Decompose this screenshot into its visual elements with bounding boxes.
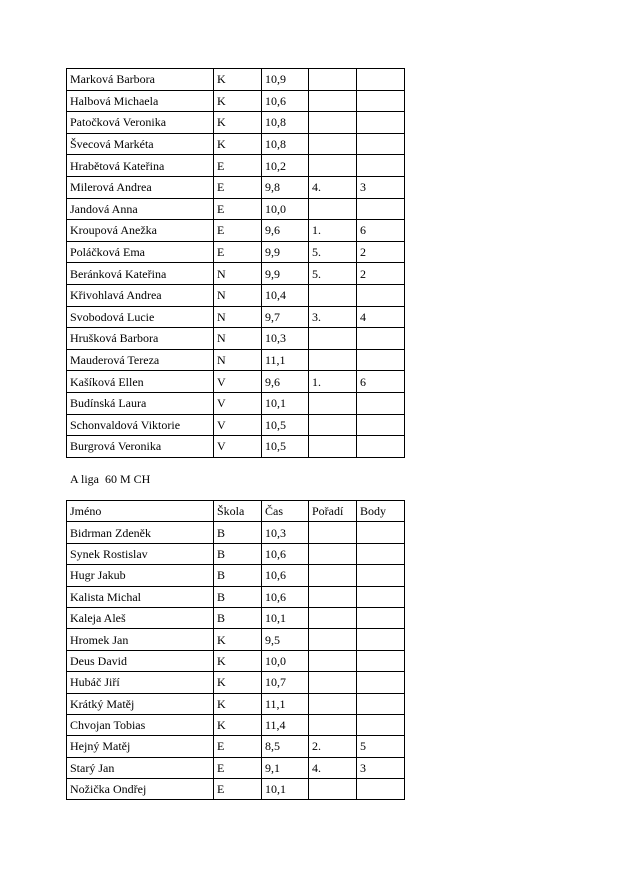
school-cell: V <box>214 436 262 458</box>
school-cell: E <box>214 736 262 757</box>
school-cell: N <box>214 284 262 306</box>
name-cell: Deus David <box>67 650 214 671</box>
school-cell: E <box>214 241 262 263</box>
school-cell: B <box>214 522 262 543</box>
name-cell: Bidrman Zdeněk <box>67 522 214 543</box>
table-row <box>67 522 405 543</box>
rank-cell <box>309 543 357 564</box>
school-cell: B <box>214 543 262 564</box>
time-cell: 9,5 <box>262 629 309 650</box>
time-cell: 11,1 <box>262 693 309 714</box>
section-heading: A liga 60 M CH <box>70 472 151 486</box>
table-row <box>67 736 405 757</box>
points-cell <box>357 714 405 735</box>
points-cell <box>357 586 405 607</box>
rank-cell <box>309 779 357 800</box>
school-cell: K <box>214 69 262 91</box>
rank-cell <box>309 349 357 371</box>
school-cell: K <box>214 629 262 650</box>
time-cell: 9,6 <box>262 220 309 242</box>
time-cell: 9,7 <box>262 306 309 328</box>
table-row <box>67 220 405 242</box>
table-row <box>67 607 405 628</box>
school-cell: N <box>214 349 262 371</box>
name-cell: Hubáč Jiří <box>67 672 214 693</box>
time-cell: 10,2 <box>262 155 309 177</box>
name-cell: Marková Barbora <box>67 69 214 91</box>
points-cell <box>357 133 405 155</box>
school-cell: K <box>214 112 262 134</box>
rank-cell <box>309 629 357 650</box>
name-cell: Patočková Veronika <box>67 112 214 134</box>
name-cell: Křivohlavá Andrea <box>67 284 214 306</box>
name-cell: Mauderová Tereza <box>67 349 214 371</box>
rank-cell: 2. <box>309 736 357 757</box>
school-cell: V <box>214 371 262 393</box>
rank-cell <box>309 672 357 693</box>
rank-cell <box>309 112 357 134</box>
time-cell: 10,1 <box>262 392 309 414</box>
header-school: Škola <box>214 501 262 522</box>
rank-cell: 4. <box>309 176 357 198</box>
points-cell <box>357 543 405 564</box>
name-cell: Synek Rostislav <box>67 543 214 564</box>
school-cell: V <box>214 392 262 414</box>
table-row <box>67 714 405 735</box>
time-cell: 10,8 <box>262 133 309 155</box>
school-cell: B <box>214 607 262 628</box>
name-cell: Hromek Jan <box>67 629 214 650</box>
table-row <box>67 672 405 693</box>
time-cell: 10,6 <box>262 90 309 112</box>
table-row <box>67 112 405 134</box>
rank-cell: 3. <box>309 306 357 328</box>
table-row <box>67 586 405 607</box>
time-cell: 10,8 <box>262 112 309 134</box>
school-cell: E <box>214 220 262 242</box>
school-cell: E <box>214 198 262 220</box>
table-row <box>67 392 405 414</box>
rank-cell <box>309 414 357 436</box>
school-cell: K <box>214 672 262 693</box>
points-cell <box>357 90 405 112</box>
rank-cell: 1. <box>309 220 357 242</box>
points-cell <box>357 522 405 543</box>
table-row <box>67 543 405 564</box>
time-cell: 9,8 <box>262 176 309 198</box>
table-row <box>67 198 405 220</box>
name-cell: Hugr Jakub <box>67 565 214 586</box>
time-cell: 10,6 <box>262 565 309 586</box>
table-row <box>67 650 405 671</box>
points-cell <box>357 414 405 436</box>
time-cell: 10,7 <box>262 672 309 693</box>
table-row <box>67 757 405 778</box>
name-cell: Švecová Markéta <box>67 133 214 155</box>
school-cell: K <box>214 650 262 671</box>
points-cell: 4 <box>357 306 405 328</box>
rank-cell <box>309 155 357 177</box>
school-cell: V <box>214 414 262 436</box>
school-cell: K <box>214 693 262 714</box>
points-cell: 6 <box>357 220 405 242</box>
rank-cell: 4. <box>309 757 357 778</box>
points-cell <box>357 328 405 350</box>
table-row <box>67 328 405 350</box>
time-cell: 10,0 <box>262 198 309 220</box>
rank-cell <box>309 133 357 155</box>
school-cell: K <box>214 133 262 155</box>
points-cell <box>357 779 405 800</box>
rank-cell <box>309 198 357 220</box>
points-cell: 5 <box>357 736 405 757</box>
header-time: Čas <box>262 501 309 522</box>
table-body <box>67 69 405 458</box>
school-cell: B <box>214 586 262 607</box>
time-cell: 10,6 <box>262 586 309 607</box>
school-cell: E <box>214 757 262 778</box>
points-cell <box>357 672 405 693</box>
table-row <box>67 629 405 650</box>
name-cell: Halbová Michaela <box>67 90 214 112</box>
time-cell: 10,5 <box>262 436 309 458</box>
name-cell: Starý Jan <box>67 757 214 778</box>
points-cell <box>357 112 405 134</box>
rank-cell <box>309 90 357 112</box>
school-cell: E <box>214 176 262 198</box>
school-cell: N <box>214 306 262 328</box>
table-row <box>67 414 405 436</box>
points-cell <box>357 650 405 671</box>
header-points: Body <box>357 501 405 522</box>
table-row <box>67 779 405 800</box>
header-rank: Pořadí <box>309 501 357 522</box>
points-cell <box>357 693 405 714</box>
time-cell: 10,3 <box>262 328 309 350</box>
table-row <box>67 284 405 306</box>
results-table-girls <box>66 68 405 458</box>
points-cell <box>357 198 405 220</box>
name-cell: Poláčková Ema <box>67 241 214 263</box>
name-cell: Kaleja Aleš <box>67 607 214 628</box>
points-cell <box>357 629 405 650</box>
school-cell: K <box>214 714 262 735</box>
name-cell: Hejný Matěj <box>67 736 214 757</box>
time-cell: 10,6 <box>262 543 309 564</box>
school-cell: N <box>214 263 262 285</box>
school-cell: N <box>214 328 262 350</box>
points-cell <box>357 284 405 306</box>
name-cell: Budínská Laura <box>67 392 214 414</box>
name-cell: Schonvaldová Viktorie <box>67 414 214 436</box>
rank-cell <box>309 69 357 91</box>
time-cell: 9,1 <box>262 757 309 778</box>
points-cell: 3 <box>357 757 405 778</box>
points-cell <box>357 155 405 177</box>
points-cell: 2 <box>357 241 405 263</box>
name-cell: Krátký Matěj <box>67 693 214 714</box>
time-cell: 11,4 <box>262 714 309 735</box>
time-cell: 10,5 <box>262 414 309 436</box>
points-cell <box>357 69 405 91</box>
name-cell: Svobodová Lucie <box>67 306 214 328</box>
table-row <box>67 565 405 586</box>
rank-cell <box>309 522 357 543</box>
time-cell: 10,0 <box>262 650 309 671</box>
table-row <box>67 693 405 714</box>
rank-cell <box>309 392 357 414</box>
table-row <box>67 90 405 112</box>
points-cell: 2 <box>357 263 405 285</box>
table-body <box>67 501 405 800</box>
rank-cell <box>309 565 357 586</box>
name-cell: Hrušková Barbora <box>67 328 214 350</box>
name-cell: Kalista Michal <box>67 586 214 607</box>
table-row <box>67 241 405 263</box>
table-row <box>67 349 405 371</box>
table-row <box>67 371 405 393</box>
table-row <box>67 306 405 328</box>
name-cell: Hrabětová Kateřina <box>67 155 214 177</box>
rank-cell <box>309 714 357 735</box>
time-cell: 9,6 <box>262 371 309 393</box>
name-cell: Nožička Ondřej <box>67 779 214 800</box>
results-table-boys <box>66 500 405 800</box>
points-cell: 6 <box>357 371 405 393</box>
points-cell: 3 <box>357 176 405 198</box>
school-cell: K <box>214 90 262 112</box>
points-cell <box>357 565 405 586</box>
points-cell <box>357 436 405 458</box>
name-cell: Burgrová Veronika <box>67 436 214 458</box>
table-row <box>67 69 405 91</box>
time-cell: 10,9 <box>262 69 309 91</box>
rank-cell <box>309 284 357 306</box>
time-cell: 9,9 <box>262 263 309 285</box>
table-row <box>67 155 405 177</box>
points-cell <box>357 349 405 371</box>
time-cell: 10,1 <box>262 607 309 628</box>
school-cell: E <box>214 155 262 177</box>
time-cell: 10,3 <box>262 522 309 543</box>
school-cell: E <box>214 779 262 800</box>
table-row <box>67 133 405 155</box>
table-header-row <box>67 501 405 522</box>
table-row <box>67 176 405 198</box>
rank-cell: 5. <box>309 241 357 263</box>
rank-cell: 5. <box>309 263 357 285</box>
name-cell: Chvojan Tobias <box>67 714 214 735</box>
name-cell: Kašíková Ellen <box>67 371 214 393</box>
name-cell: Beránková Kateřina <box>67 263 214 285</box>
rank-cell <box>309 436 357 458</box>
time-cell: 11,1 <box>262 349 309 371</box>
name-cell: Milerová Andrea <box>67 176 214 198</box>
name-cell: Kroupová Anežka <box>67 220 214 242</box>
table-row <box>67 263 405 285</box>
rank-cell <box>309 586 357 607</box>
table-row <box>67 436 405 458</box>
points-cell <box>357 392 405 414</box>
header-name: Jméno <box>67 501 214 522</box>
time-cell: 8,5 <box>262 736 309 757</box>
rank-cell <box>309 650 357 671</box>
time-cell: 9,9 <box>262 241 309 263</box>
points-cell <box>357 607 405 628</box>
rank-cell <box>309 693 357 714</box>
school-cell: B <box>214 565 262 586</box>
time-cell: 10,1 <box>262 779 309 800</box>
name-cell: Jandová Anna <box>67 198 214 220</box>
rank-cell <box>309 607 357 628</box>
rank-cell <box>309 328 357 350</box>
time-cell: 10,4 <box>262 284 309 306</box>
rank-cell: 1. <box>309 371 357 393</box>
